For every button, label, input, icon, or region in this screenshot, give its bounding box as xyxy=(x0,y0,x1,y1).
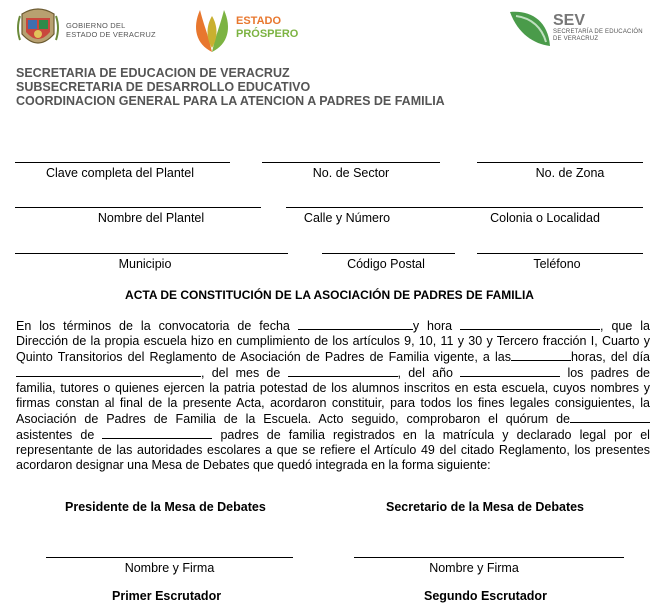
primer-escrutador-heading: Primer Escrutador xyxy=(112,589,222,603)
horas-blank[interactable] xyxy=(511,349,571,361)
dia-blank[interactable] xyxy=(16,365,201,377)
telefono-label: Teléfono xyxy=(533,257,581,271)
zona-label: No. de Zona xyxy=(535,166,605,180)
segundo-escrutador-heading: Segundo Escrutador xyxy=(424,589,547,603)
mes-blank[interactable] xyxy=(288,365,398,377)
estado-prospero-flame-icon xyxy=(190,4,234,54)
calle-line[interactable] xyxy=(286,207,643,208)
secretario-heading: Secretario de la Mesa de Debates xyxy=(386,500,585,514)
sector-label: No. de Sector xyxy=(312,166,390,180)
acta-paragraph: En los términos de la convocatoria de fecha y hora , que la Dirección de la propia escuela hizo en cumplimiento de los artículos 9, 10, 11 y 30 y Tercero fracción I, Cuarto y Quinto Transitorios del Reglamento de Asociación de Padres de Familia vigente, a las horas, del día , del mes de , del año los padres de familia, tutores o quienes ejercen la patria potestad de los alumnos inscritos en esta escuela, cuyos nombres y firmas constan al final de la presente Acta, acordaron constituir, para todos los fines legales consiguientes, la Asociación de Padres de Familia de la Escuela. Acto seguido, comprobaron el quórum de asistentes de padres de familia registrados en la matrícula y declarado legal por el representante de las autoridades escolares a que se refiere el Artículo 49 del citado Reglamento, los presentes acordaron designar una Mesa de Debates que quedó integrada en la forma siguiente: xyxy=(16,319,651,472)
header-line-2: SUBSECRETARIA DE DESARROLLO EDUCATIVO xyxy=(16,80,311,94)
coat-of-arms-logo xyxy=(16,4,60,52)
sev-logo-text: SEV SECRETARÍA DE EDUCACIÓN DE VERACRUZ xyxy=(553,12,643,42)
anio-blank[interactable] xyxy=(460,365,560,377)
header-line-3: COORDINACION GENERAL PARA LA ATENCION A PADRES DE FAMILIA xyxy=(16,94,445,108)
fecha-blank[interactable] xyxy=(298,318,413,330)
nombre-firma-label-1: Nombre y Firma xyxy=(124,561,215,575)
hora-blank[interactable] xyxy=(460,318,600,330)
codigo-postal-label: Código Postal xyxy=(347,257,425,271)
nombre-firma-label-2: Nombre y Firma xyxy=(429,561,519,575)
clave-line[interactable] xyxy=(15,162,230,163)
nombre-plantel-line[interactable] xyxy=(15,207,261,208)
codigo-postal-line[interactable] xyxy=(322,253,455,254)
presidente-heading: Presidente de la Mesa de Debates xyxy=(65,500,266,514)
acta-title: ACTA DE CONSTITUCIÓN DE LA ASOCIACIÓN DE PADRES DE FAMILIA xyxy=(125,288,534,302)
secretario-signature-line[interactable] xyxy=(354,557,624,558)
header-line-1: SECRETARIA DE EDUCACION DE VERACRUZ xyxy=(16,66,290,80)
telefono-line[interactable] xyxy=(477,253,643,254)
presidente-signature-line[interactable] xyxy=(46,557,293,558)
municipio-line[interactable] xyxy=(15,253,288,254)
clave-label: Clave completa del Plantel xyxy=(46,166,194,180)
colonia-label: Colonia o Localidad xyxy=(490,211,600,225)
asistentes-blank[interactable] xyxy=(102,427,212,439)
municipio-label: Municipio xyxy=(118,257,172,271)
estado-prospero-logo-text: ESTADO PRÓSPERO xyxy=(236,15,299,40)
calle-label: Calle y Número xyxy=(303,211,391,225)
sector-line[interactable] xyxy=(262,162,440,163)
sev-leaf-icon xyxy=(508,6,552,50)
gobierno-logo-text: GOBIERNO DEL ESTADO DE VERACRUZ xyxy=(66,21,156,39)
nombre-plantel-label: Nombre del Plantel xyxy=(97,211,205,225)
zona-line[interactable] xyxy=(477,162,643,163)
quorum-blank[interactable] xyxy=(570,411,650,423)
